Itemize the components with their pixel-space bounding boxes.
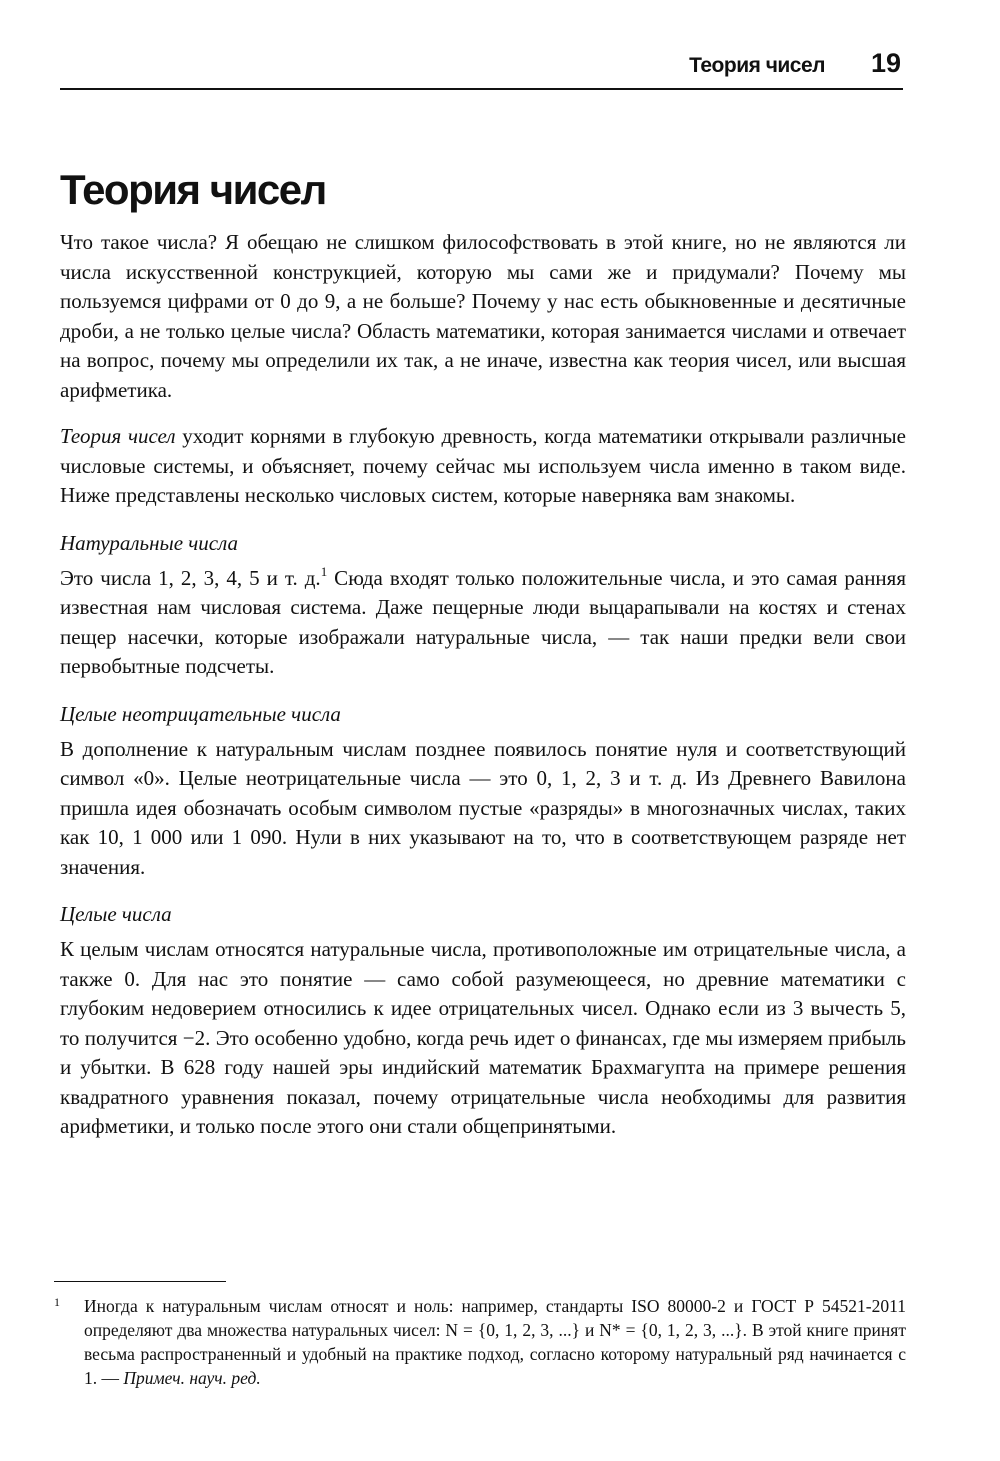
footnote-text [60,1294,906,1390]
italic-term: Теория чисел [60,424,176,448]
footnote-reference: 1 [320,563,328,579]
definition-text: Сюда входят только положительные числа, и это самая ранняя известная нам числовая система. Даже пещерные люди выцарапывали на костях и стенах пещер насечки, которые изображали натуральные числа, — так наши предки вели свои первобытные подсчеты. [60,565,906,678]
chapter-title: Теория чисел [60,166,326,213]
footnote-credit: Примеч. науч. ред. [123,1368,261,1388]
definition-integers: К целым числам относятся натуральные числа, противоположные им отрицательные числа, а также 0. Для нас это понятие — само собой разумеющееся, но древние математики с глубоким недоверием относились к идее отрицательных чисел. Однако если из 3 вычесть 5, то получится −2. Это особенно удобно, когда речь идет о финансах, где мы измеряем прибыль и убытки. В 628 году нашей эры индийский математик Брахмагупта на примере решения квадратного уравнения показал, почему отрицательные числа необходимы для развития арифметики, и только после этого они стали общепринятыми. [60,937,906,1138]
footnote [54,1294,906,1390]
footnote-body: Иногда к натуральным числам относят и ноль: например, стандарты ISO 80000-2 и ГОСТ Р 54521-2011 определяют два множества натуральных чисел: N = {0, 1, 2, 3, ...} и N* = {0, 1, 2, 3, ...}. В этой книге принят весьма распространенный и удобный на практике подход, согласно которому натуральный ряд начинается с 1. — [84,1296,906,1388]
paragraph-text: уходит корнями в глубокую древность, когда математики открывали различные числовые системы, и объясняет, почему сейчас мы используем числа именно в таком виде. Ниже представлены несколько числовых систем, которые наверняка вам знакомы. [60,424,906,507]
footnote-mark: 1 [54,1295,60,1309]
term-integers: Целые числа [60,902,172,926]
running-header [60,48,903,90]
definition-natural-numbers [60,564,906,682]
term-natural-numbers: Натуральные числа [60,530,239,555]
body-text [60,228,906,1159]
definition-nonnegative-integers: В дополнение к натуральным числам позднее появилось понятие нуля и соответствующий символ «0». Целые неотрицательные числа — это 0, 1, 2, 3 и т. д. Из Древнего Вавилона пришла идея обозначать особым символом пустые «разряды» в многозначных числах, таких как 10, 1 000 или 1 090. Нули в них указывают на то, что в соответствующем разряде нет значения. [60,736,906,879]
running-title: Теория чисел [689,54,825,77]
definition-text: Это числа 1, 2, 3, 4, 5 и т. д. [60,565,321,590]
term-nonnegative-integers: Целые неотрицательные числа [60,701,341,726]
page-number: 19 [870,48,901,78]
theory-paragraph [60,422,906,511]
intro-paragraph: Что такое числа? Я обещаю не слишком философствовать в этой книге, но не являются ли числа искусственной конструкцией, которую мы сами же и придумали? Почему мы пользуемся цифрами от 0 до 9, а не больше? Почему у нас есть обыкновенные и десятичные дроби, а не только целые числа? Область математики, которая занимается числами и отвечает на вопрос, почему мы определили их так, а не иначе, известна как теория чисел, или высшая арифметика. [60,230,906,402]
footnote-divider [54,1281,226,1282]
